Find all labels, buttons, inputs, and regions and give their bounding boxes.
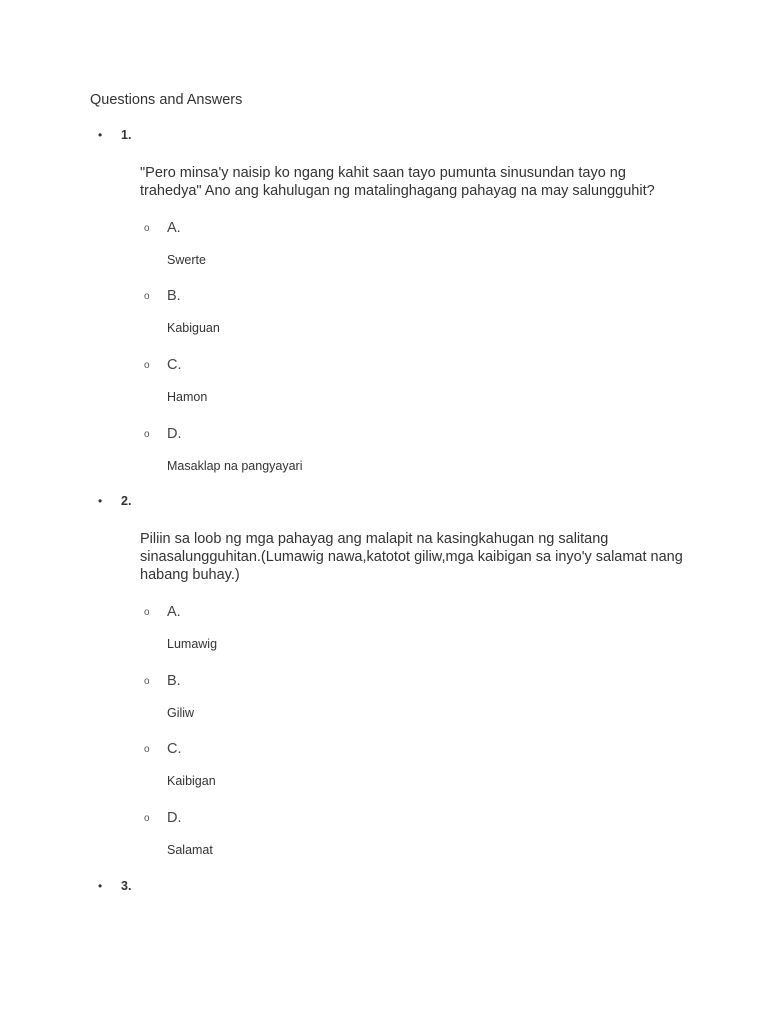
option-text: Kabiguan [167, 321, 220, 335]
question-number: 3. [121, 879, 132, 893]
circle-bullet-icon: o [144, 813, 150, 824]
option-text: Masaklap na pangyayari [167, 459, 303, 473]
circle-bullet-icon: o [144, 744, 150, 755]
bullet-icon: • [98, 128, 103, 142]
question-number: 1. [121, 128, 132, 142]
question-text: "Pero minsa'y naisip ko ngang kahit saan tayo pumunta sinusundan tayo ng trahedya" Ano ang kahulugan ng matalinghagang pahayag na may salungguhit? [140, 165, 655, 199]
page-title: Questions and Answers [90, 92, 243, 108]
option-letter: D. [167, 426, 182, 442]
option-text: Swerte [167, 253, 206, 267]
option-letter: A. [167, 604, 181, 620]
circle-bullet-icon: o [144, 291, 150, 302]
circle-bullet-icon: o [144, 429, 150, 440]
option-letter: B. [167, 288, 181, 304]
option-letter: B. [167, 673, 181, 689]
bullet-icon: • [98, 494, 103, 508]
bullet-icon: • [98, 879, 103, 893]
option-letter: C. [167, 741, 182, 757]
question-text: Piliin sa loob ng mga pahayag ang malapit na kasingkahugan ng salitang sinasalungguhitan.(Lumawig nawa,katotot giliw,mga kaibigan sa inyo'y salamat nang habang buhay.) [140, 531, 683, 583]
option-text: Kaibigan [167, 774, 216, 788]
option-letter: D. [167, 810, 182, 826]
option-text: Lumawig [167, 637, 218, 651]
option-text: Hamon [167, 390, 208, 404]
option-letter: A. [167, 220, 181, 236]
option-text: Giliw [167, 706, 195, 720]
option-text: Salamat [167, 843, 213, 857]
circle-bullet-icon: o [144, 607, 150, 618]
circle-bullet-icon: o [144, 223, 150, 234]
question-number: 2. [121, 494, 132, 508]
circle-bullet-icon: o [144, 360, 150, 371]
option-letter: C. [167, 357, 182, 373]
circle-bullet-icon: o [144, 676, 150, 687]
